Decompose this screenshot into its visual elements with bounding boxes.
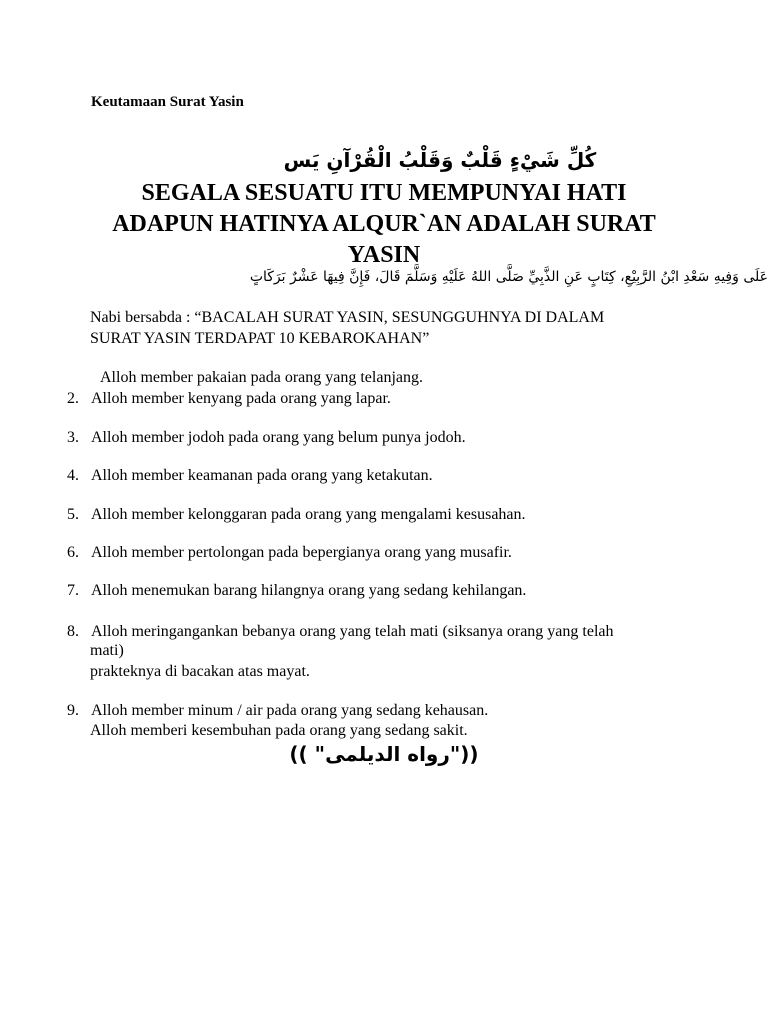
heading-line: ADAPUN HATINYA ALQUR`AN ADALAH SURAT xyxy=(112,211,656,237)
closing-arabic-attribution: (("رواه الديلمى" )) xyxy=(289,742,479,766)
list-number: 8. xyxy=(67,623,79,640)
list-text: Alloh member keamanan pada orang yang ketakutan. xyxy=(91,467,433,484)
list-number: 6. xyxy=(67,544,79,561)
intro-line: SURAT YASIN TERDAPAT 10 KEBAROKAHAN” xyxy=(90,330,430,347)
list-number: 4. xyxy=(67,467,79,484)
arabic-heading: كُلِّ شَيْءٍ قَلْبٌ وَقَلْبُ الْقُرْآنِ يَس xyxy=(283,148,597,172)
list-number: 5. xyxy=(67,506,79,523)
list-text: Alloh menemukan barang hilangnya orang yang sedang kehilangan. xyxy=(91,582,527,599)
list-text: Alloh meringangankan bebanya orang yang telah mati (siksanya orang yang telah xyxy=(91,623,614,640)
main-heading xyxy=(60,178,708,271)
list-text-continuation: mati) xyxy=(90,642,124,659)
arabic-hadith-text: عَلَى وَفِيهِ سَعْدِ ابْنُ الرَّبِيْعِ، كِتَابٍ عَنِ الذَّبِيِّ صَلَّى اللهُ عَلَيْهِ وَسَلَّمَ قَالَ، فَإِنَّ فِيهَا عَشْرٌ بَرَكَاتٍ xyxy=(249,269,768,285)
list-extra-line: Alloh memberi kesembuhan pada orang yang sedang sakit. xyxy=(90,722,468,739)
list-text: Alloh member pertolongan pada bepergianya orang yang musafir. xyxy=(91,544,512,561)
list-number: 7. xyxy=(67,582,79,599)
heading-line: YASIN xyxy=(347,242,421,268)
list-note: prakteknya di bacakan atas mayat. xyxy=(90,663,310,680)
list-text: Alloh member kenyang pada orang yang lapar. xyxy=(91,390,391,407)
list-text: Alloh member jodoh pada orang yang belum punya jodoh. xyxy=(91,429,466,446)
intro-quote xyxy=(90,307,700,349)
list-text: Alloh member pakaian pada orang yang telanjang. xyxy=(100,369,423,386)
list-number: 2. xyxy=(67,390,79,407)
heading-line: SEGALA SESUATU ITU MEMPUNYAI HATI xyxy=(141,180,627,206)
document-title: Keutamaan Surat Yasin xyxy=(91,94,244,110)
list-text: Alloh member minum / air pada orang yang sedang kehausan. xyxy=(91,702,489,719)
list-text: Alloh member kelonggaran pada orang yang mengalami kesusahan. xyxy=(91,506,526,523)
intro-line: Nabi bersabda : “BACALAH SURAT YASIN, SESUNGGUHNYA DI DALAM xyxy=(90,309,605,326)
list-number: 3. xyxy=(67,429,79,446)
list-number: 9. xyxy=(67,702,79,719)
